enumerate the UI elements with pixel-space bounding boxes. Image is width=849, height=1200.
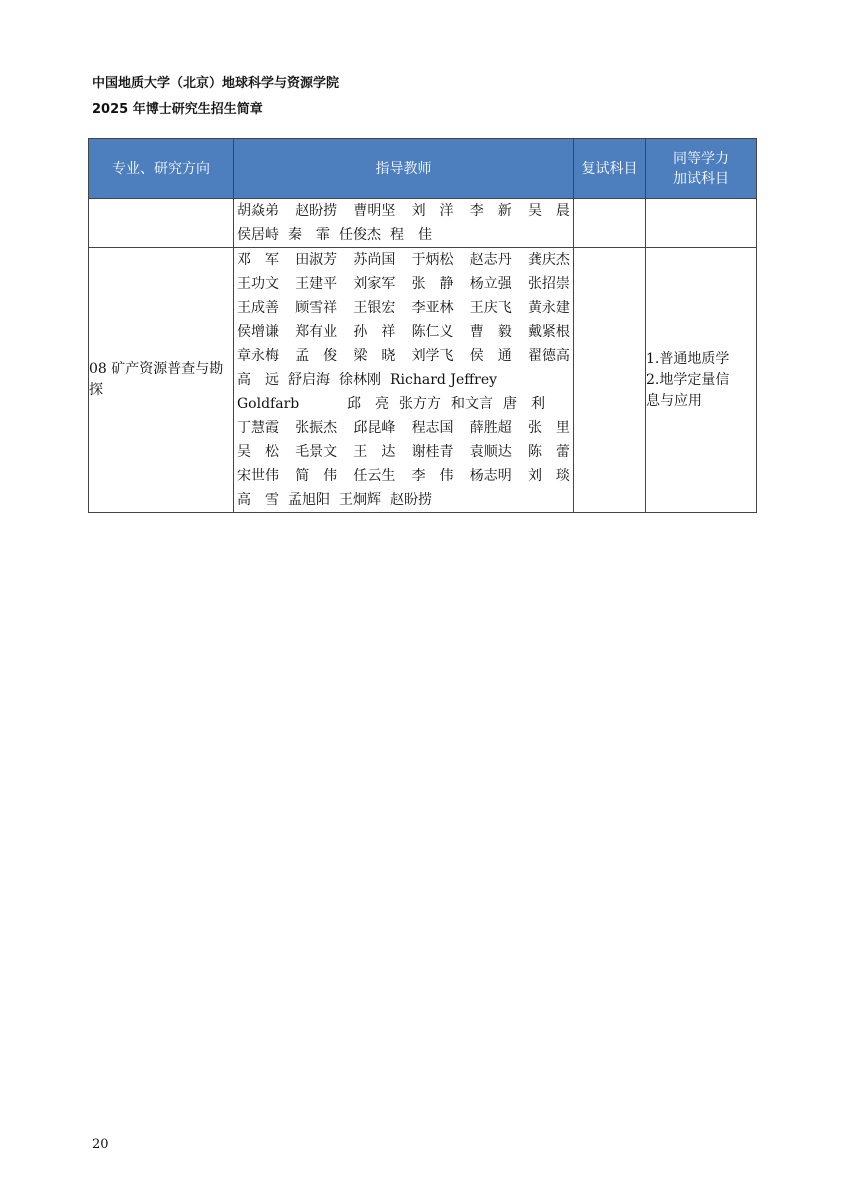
teacher-name: 宋世伟: [237, 468, 279, 484]
teacher-name: 田淑芳: [295, 252, 338, 268]
teacher-name: 王炯辉: [339, 492, 381, 508]
teacher-name: 孟 俊: [295, 348, 338, 364]
table-row: [89, 199, 757, 248]
major-cell: [89, 199, 234, 248]
teacher-name: 舒启海: [288, 372, 330, 388]
teacher-name: 章永梅: [237, 348, 279, 364]
teacher-name: 赵盼捞: [295, 203, 338, 219]
column-header-equivalent-line2: 加试科目: [673, 170, 729, 187]
teacher-name: 孙 祥: [353, 324, 396, 340]
teacher-name: 王 达: [353, 444, 396, 460]
teacher-list: [234, 248, 573, 512]
extra-subjects-cell: [646, 248, 757, 513]
column-header-supervisors: 指导教师: [234, 139, 574, 199]
table-row: [89, 248, 757, 513]
teacher-name: 邓 军: [237, 252, 279, 268]
teacher-name: 薛胜超: [469, 420, 512, 436]
major-cell: 08 矿产资源普查与勘探: [89, 248, 234, 513]
retest-cell: [574, 248, 646, 513]
teacher-name: 张方方: [399, 396, 441, 412]
teacher-name: 张振杰: [295, 420, 338, 436]
teacher-name: 秦 霏: [288, 227, 330, 243]
teacher-name: 刘家军: [353, 276, 396, 292]
teacher-name: 侯居峙: [237, 227, 279, 243]
extra-subject-line: 1.普通地质学: [646, 350, 730, 367]
teacher-name: 赵盼捞: [390, 492, 432, 508]
extra-subjects-cell: [646, 199, 757, 248]
teacher-line: [237, 368, 570, 392]
teacher-name: 张 静: [411, 276, 454, 292]
teacher-name: 孟旭阳: [288, 492, 330, 508]
teacher-name: 王功文: [237, 276, 279, 292]
teacher-name: 张招崇: [527, 276, 570, 292]
teacher-name: 高 远: [237, 372, 279, 388]
teacher-name: 顾雪祥: [295, 300, 338, 316]
table-header-row: [89, 139, 757, 199]
teacher-line: [237, 223, 570, 247]
column-header-retest: 复试科目: [574, 139, 646, 199]
teacher-name: 胡焱弟: [237, 203, 279, 219]
teacher-name: Goldfarb: [237, 396, 300, 412]
teacher-line: [237, 248, 570, 272]
teacher-name: 刘 琰: [527, 468, 570, 484]
teacher-line: [237, 464, 570, 488]
teacher-name: 邱 亮: [347, 396, 389, 412]
supervisors-cell: [234, 248, 574, 513]
teacher-list: [234, 199, 573, 247]
teacher-line: [237, 344, 570, 368]
teacher-name: 邱昆峰: [353, 420, 396, 436]
teacher-name: 陈仁义: [411, 324, 454, 340]
teacher-name: 王银宏: [353, 300, 396, 316]
brochure-subtitle: 2025 年博士研究生招生简章: [92, 102, 263, 117]
supervisors-cell: [234, 199, 574, 248]
teacher-name: 赵志丹: [469, 252, 512, 268]
teacher-name: 张 里: [527, 420, 570, 436]
teacher-name: 和文言: [451, 396, 493, 412]
teacher-name: 李 新: [469, 203, 512, 219]
retest-cell: [574, 199, 646, 248]
column-header-equivalent: [646, 139, 757, 199]
teacher-name: 毛景文: [295, 444, 338, 460]
teacher-name: 王成善: [237, 300, 279, 316]
column-header-equivalent-line1: 同等学力: [673, 150, 729, 167]
teacher-name: 曹 毅: [469, 324, 512, 340]
teacher-name: 黄永建: [527, 300, 570, 316]
teacher-name: 曹明坚: [353, 203, 396, 219]
teacher-line: [237, 416, 570, 440]
teacher-name: 王建平: [295, 276, 338, 292]
teacher-name: 梁 晓: [353, 348, 396, 364]
extra-subject-line: 息与应用: [646, 392, 702, 409]
teacher-name: 苏尚国: [353, 252, 396, 268]
teacher-name: 郑有业: [295, 324, 338, 340]
teacher-name: 吴 松: [237, 444, 279, 460]
admission-table: [88, 138, 757, 513]
page-number: 20: [92, 1137, 109, 1152]
teacher-name: 戴紧根: [527, 324, 570, 340]
teacher-line: [237, 320, 570, 344]
extra-subject-line: 2.地学定量信: [646, 371, 730, 388]
teacher-line: [237, 296, 570, 320]
teacher-name: 王庆飞: [469, 300, 512, 316]
teacher-name: 刘学飞: [411, 348, 454, 364]
teacher-name: Richard Jeffrey: [390, 372, 498, 388]
teacher-line: [237, 392, 570, 416]
column-header-major: 专业、研究方向: [89, 139, 234, 199]
teacher-name: 于炳松: [411, 252, 454, 268]
teacher-line: [237, 272, 570, 296]
teacher-name: 侯 通: [469, 348, 512, 364]
teacher-name: 陈 蕾: [527, 444, 570, 460]
teacher-name: 杨志明: [469, 468, 512, 484]
teacher-name: 刘 洋: [411, 203, 454, 219]
teacher-name: 丁慧霞: [237, 420, 279, 436]
teacher-name: 高 雪: [237, 492, 279, 508]
teacher-name: 徐林刚: [339, 372, 381, 388]
teacher-name: 程志国: [411, 420, 454, 436]
teacher-name: 唐 利: [503, 396, 545, 412]
teacher-line: [237, 440, 570, 464]
teacher-name: 程 佳: [390, 227, 432, 243]
teacher-name: 李 伟: [411, 468, 454, 484]
teacher-name: 龚庆杰: [527, 252, 570, 268]
teacher-name: 任俊杰: [339, 227, 381, 243]
institution-title: 中国地质大学（北京）地球科学与资源学院: [92, 76, 340, 91]
teacher-name: 吴 晨: [527, 203, 570, 219]
teacher-name: 简 伟: [295, 468, 338, 484]
teacher-name: 袁顺达: [469, 444, 512, 460]
teacher-name: 杨立强: [469, 276, 512, 292]
teacher-name: 任云生: [353, 468, 396, 484]
teacher-name: 李亚林: [411, 300, 454, 316]
teacher-name: 侯增谦: [237, 324, 279, 340]
teacher-name: 翟德高: [527, 348, 570, 364]
teacher-line: [237, 199, 570, 223]
teacher-name: 谢桂青: [411, 444, 454, 460]
teacher-line: [237, 488, 570, 512]
